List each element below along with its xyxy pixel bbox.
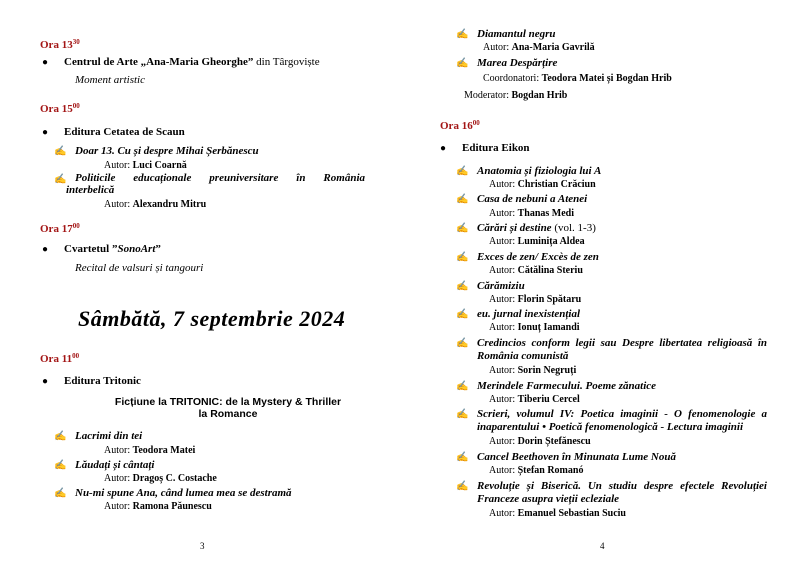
book-title: Cărări și destine (vol. 1-3) (477, 222, 596, 234)
book-title: Anatomia și fiziologia lui A (477, 165, 602, 177)
writing-hand-icon: ✍ (456, 309, 469, 320)
writing-hand-icon: ✍ (54, 146, 67, 157)
book-author: Autor: Luci Coarnă (104, 160, 187, 171)
time-heading: Ora $16^{00}$ (440, 119, 480, 132)
book-coordinators: Coordonatori: Teodora Matei și Bogdan Hrib (483, 73, 672, 84)
writing-hand-icon: ✍ (456, 29, 469, 40)
book-author: Autor: Ramona Păunescu (104, 501, 212, 512)
writing-hand-icon: ✍ (54, 460, 67, 471)
book-title: Casa de nebuni a Atenei (477, 193, 588, 205)
writing-hand-icon: ✍ (456, 481, 469, 492)
time-heading: Ora $17^{00}$ (40, 222, 80, 235)
book-author: Autor: Florin Spătaru (489, 294, 582, 305)
publisher-name: Editura Cetatea de Scaun (64, 126, 185, 138)
bullet-icon: ● (440, 143, 447, 154)
writing-hand-icon: ✍ (456, 409, 469, 420)
bullet-icon: ● (42, 127, 49, 138)
book-title-cont: interbelică (66, 184, 115, 196)
book-author: Autor: Thanas Medi (489, 208, 575, 219)
list-item: Centrul de Arte „Ana-Maria Gheorghe” din Târgoviște (64, 56, 320, 68)
book-author: Autor: Sorin Negruți (489, 365, 577, 376)
writing-hand-icon: ✍ (456, 223, 469, 234)
bullet-icon: ● (42, 376, 49, 387)
event-subtitle: Ficțiune la TRITONIC: de la Mystery & Thriller (114, 396, 342, 408)
book-title: Exces de zen/ Excès de zen (477, 251, 599, 263)
book-title-cont: Franceze asupra vieții ecleziale (477, 493, 620, 505)
book-author: Autor: Dorin Ștefănescu (489, 436, 591, 447)
book-author: Autor: Alexandru Mitru (104, 199, 207, 210)
event-note: Moment artistic (75, 74, 145, 86)
writing-hand-icon: ✍ (54, 431, 67, 442)
bullet-icon: ● (42, 244, 49, 255)
book-title: Credincios conform legii sau Despre libertatea religioasă în (477, 337, 767, 349)
book-title-cont: inaparentului • Poetică fenomenologică - Lectura imaginii (477, 421, 744, 433)
time-heading: Ora $15^{00}$ (40, 102, 80, 115)
writing-hand-icon: ✍ (54, 174, 67, 185)
publisher-name: Editura Eikon (462, 142, 530, 154)
writing-hand-icon: ✍ (456, 252, 469, 263)
book-author: Autor: Tiberiu Cercel (489, 394, 580, 405)
book-author: Autor: Emanuel Sebastian Suciu (489, 508, 626, 519)
book-author: Autor: Ștefan Romanó (489, 465, 584, 476)
event-note: Recital de valsuri și tangouri (75, 262, 204, 274)
publisher-name: Editura Tritonic (64, 375, 141, 387)
book-title: Marea Despărțire (477, 57, 558, 69)
book-author: Autor: Teodora Matei (104, 445, 196, 456)
book-title: Scrieri, volumul IV: Poetica imaginii - O fenomenologie a (477, 408, 767, 420)
book-author: Autor: Ana-Maria Gavrilă (483, 42, 595, 53)
book-author: Autor: Luminița Aldea (489, 236, 585, 247)
writing-hand-icon: ✍ (54, 488, 67, 499)
writing-hand-icon: ✍ (456, 338, 469, 349)
right-page (400, 0, 800, 566)
book-author: Autor: Christian Crăciun (489, 179, 596, 190)
publisher-name: Cvartetul ”SonoArt” (64, 243, 161, 255)
bullet-icon: ● (42, 57, 49, 68)
writing-hand-icon: ✍ (456, 281, 469, 292)
book-title: Lăudați și cântați (75, 459, 155, 471)
book-title: eu. jurnal inexistențial (477, 308, 580, 320)
writing-hand-icon: ✍ (456, 166, 469, 177)
page-number: 3 (200, 541, 205, 551)
book-title: Cancel Beethoven în Minunata Lume Nouă (477, 451, 676, 463)
page-number: 4 (600, 541, 605, 551)
writing-hand-icon: ✍ (456, 58, 469, 69)
book-title: Nu-mi spune Ana, când lumea mea se destramă (75, 487, 292, 499)
writing-hand-icon: ✍ (456, 194, 469, 205)
writing-hand-icon: ✍ (456, 452, 469, 463)
time-heading: Ora $11^{00}$ (40, 352, 80, 365)
book-title: Lacrimi din tei (75, 430, 143, 442)
book-title: Diamantul negru (477, 28, 556, 40)
book-author: Autor: Ionuț Iamandi (489, 322, 580, 333)
moderator-line: Moderator: Bogdan Hrib (464, 90, 568, 101)
writing-hand-icon: ✍ (456, 381, 469, 392)
book-title: Politicile educaționale preuniversitare în România (75, 172, 365, 184)
book-title: Doar 13. Cu și despre Mihai Șerbănescu (75, 145, 259, 157)
time-heading: Ora $13^{30}$ (40, 38, 80, 51)
event-subtitle-cont: la Romance (198, 408, 258, 420)
book-title-cont: România comunistă (477, 350, 569, 362)
book-author: Autor: Cătălina Steriu (489, 265, 583, 276)
date-heading: Sâmbătă, 7 septembrie 2024 (78, 306, 346, 331)
book-title: Revoluție și Biserică. Un studiu despre efectele Revoluției (477, 480, 767, 492)
book-author: Autor: Dragoș C. Costache (104, 473, 217, 484)
book-title: Merindele Farmecului. Poeme zănatice (477, 380, 657, 392)
book-title: Cărămiziu (477, 280, 525, 292)
